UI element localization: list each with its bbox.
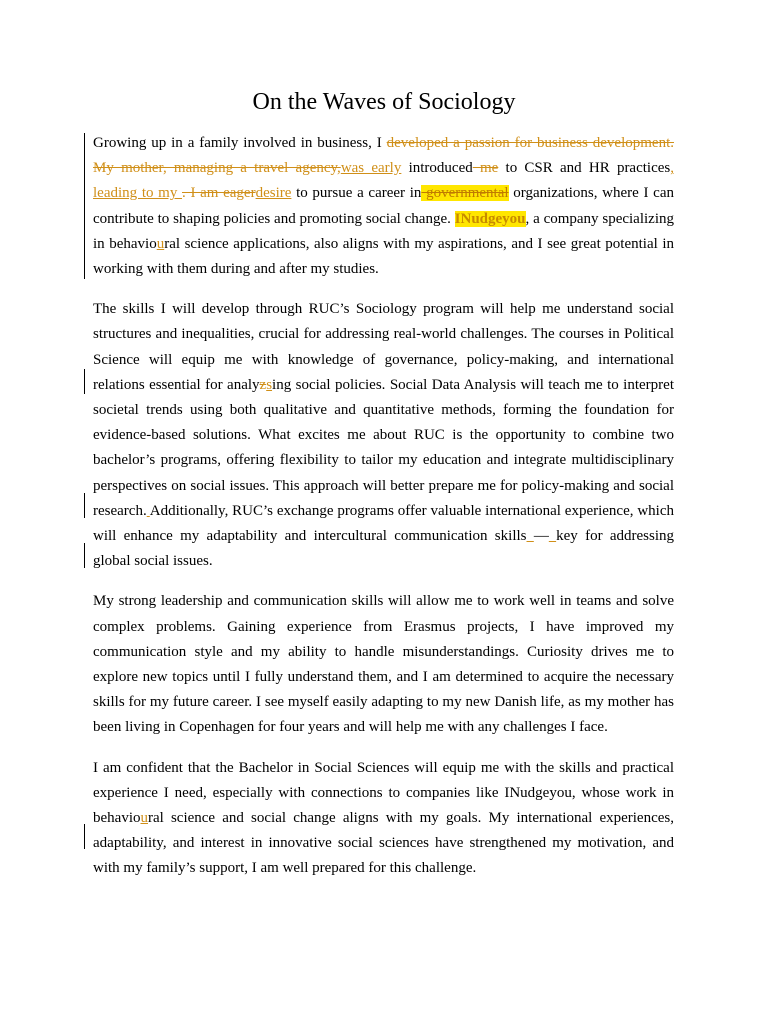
paragraph-2 — [93, 297, 674, 574]
change-bar — [84, 543, 85, 568]
tracked-insertion: u — [156, 235, 165, 252]
text-run: — — [533, 528, 549, 545]
paragraph-3: My strong leadership and communication skills will allow me to work well in teams and solve complex problems. Gaining experience from Erasmus projects, I have improved my communication style and my ability to handle misunderstandings. Curiosity drives me to explore new topics until I fully understand them, and I am determined to acquire the necessary skills for my future career. I see myself easily adapting to my new Danish life, as my mother has been living in Copenhagen for four years and will help me with any challenges I face. — [93, 593, 674, 736]
text-run: I am confident that the Bachelor in Social Sciences will equip me with the skills and practical experience I need, especially with connections to companies like INudgeyou, whose work in behavio — [93, 759, 674, 827]
tracked-insertion: u — [140, 810, 148, 827]
tracked-deletion: z — [259, 376, 267, 393]
tracked-insertion: , leading to my — [93, 160, 674, 202]
text-run: organizations, where I can contribute to shaping policies and promoting social change. — [93, 185, 674, 227]
text-run: Growing up in a family involved in business, I — [93, 135, 387, 151]
text-run: , a company specializing in behavio — [93, 210, 674, 252]
page-title: On the Waves of Sociology — [252, 89, 516, 115]
text-run: Additionally, RUC’s exchange programs offer valuable international experience, which will enhance my adaptability and intercultural communication skills — [93, 502, 674, 545]
tracked-deletion-highlighted: governmental — [421, 185, 509, 202]
tracked-insertion — [527, 528, 534, 544]
change-bar — [84, 133, 85, 279]
tracked-insertion: s — [266, 376, 273, 393]
paragraph-4 — [93, 756, 674, 882]
change-bar — [84, 824, 85, 849]
tracked-deletion: me — [472, 160, 499, 177]
tracked-insertion: desire — [255, 185, 292, 202]
document-body — [93, 131, 674, 897]
text-run: introduced — [401, 160, 473, 177]
text-run: ral science applications, also aligns with my aspirations, and I see great potential in working with them during and after my studies. — [93, 235, 674, 278]
text-run: ral science and social change aligns with my goals. My international experiences, adaptability, and interest in innovative social sciences have strengthened my motivation, and with my family’s support, I am well prepared for this challenge. — [93, 810, 674, 877]
text-run: to CSR and HR practices — [498, 160, 671, 177]
change-bar — [84, 369, 85, 394]
text-run: ing social policies. Social Data Analysis will teach me to interpret societal trends using both qualitative and quantitative methods, forming the foundation for evidence-based solutions. What excites me about RUC is the opportunity to combine two bachelor’s programs, offering flexibility to tailor my education and integrate multidisciplinary perspectives on social issues. This approach will better prepare me for policy-making and social research. — [93, 376, 674, 519]
highlighted-company-name: INudgeyou — [454, 210, 526, 227]
text-run: The skills I will develop through RUC’s Sociology program will help me understand social structures and inequalities, crucial for addressing real-world challenges. The courses in Political Science will equip me with knowledge of governance, policy-making, and international relations essential for analy — [93, 301, 674, 393]
paragraph-1 — [93, 131, 674, 282]
text-run: to pursue a career in — [291, 185, 422, 202]
tracked-insertion: was early — [340, 160, 402, 177]
text-run: key for addressing global social issues. — [93, 528, 675, 570]
tracked-deletion: developed a passion for business development. My mother, managing a travel agency, — [93, 135, 674, 177]
tracked-deletion: . I am eager — [182, 185, 256, 202]
change-bar — [84, 493, 85, 518]
